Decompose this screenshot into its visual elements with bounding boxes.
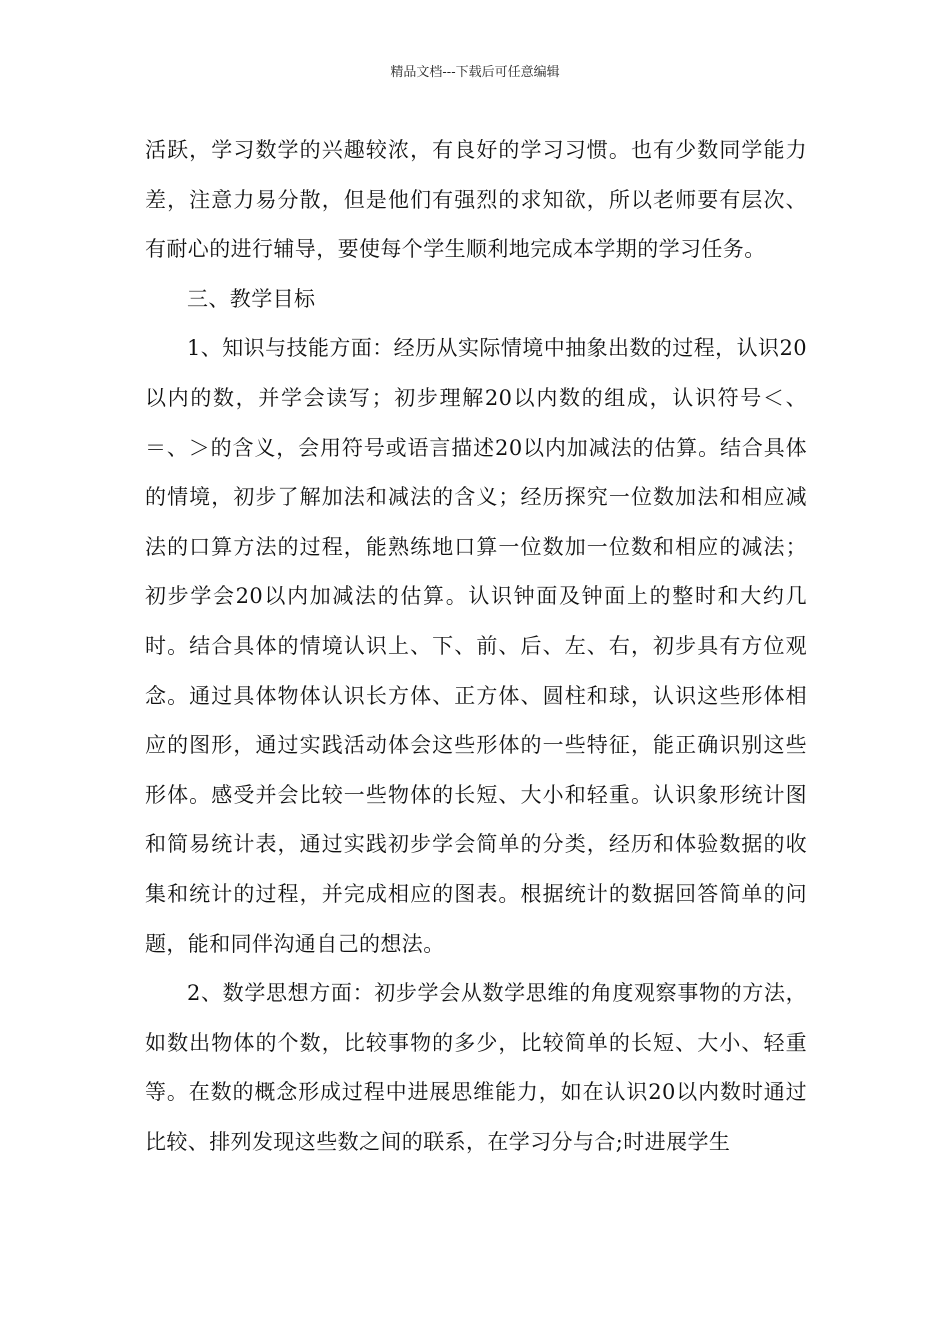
- section-heading: 三、教学目标: [187, 286, 316, 311]
- paragraph-math-thinking: 2、数学思想方面：初步学会从数学思维的角度观察事物的方法，如数出物体的个数，比较事物的多少，比较简单的长短、大小、轻重等。在数的概念形成过程中进展思维能力，如在认识20以内数时通过比较、排列发现这些数之间的联系，在学习分与合;时进展学生: [145, 981, 807, 1154]
- paragraph-knowledge-skills: 1、知识与技能方面：经历从实际情境中抽象出数的过程，认识20以内的数，并学会读写；初步理解20以内数的组成，认识符号＜、＝、＞的含义，会用符号或语言描述20以内加减法的估算。结合具体的情境，初步了解加法和减法的含义；经历探究一位数加法和相应减法的口算方法的过程，能熟练地口算一位数加一位数和相应的减法；初步学会20以内加减法的估算。认识钟面及钟面上的整时和大约几时。结合具体的情境认识上、下、前、后、左、右，初步具有方位观念。通过具体物体认识长方体、正方体、圆柱和球，认识这些形体相应的图形，通过实践活动体会这些形体的一些特征，能正确识别这些形体。感受并会比较一些物体的长短、大小和轻重。认识象形统计图和简易统计表，通过实践初步学会简单的分类，经历和体验数据的收集和统计的过程，并完成相应的图表。根据统计的数据回答简单的问题，能和同伴沟通自己的想法。: [145, 336, 807, 956]
- document-body: [145, 126, 807, 1167]
- paragraph-continuation: 活跃，学习数学的兴趣较浓，有良好的学习习惯。也有少数同学能力差，注意力易分散，但是他们有强烈的求知欲，所以老师要有层次、有耐心的进行辅导，要使每个学生顺利地完成本学期的学习任务。: [145, 138, 807, 262]
- page-header: 精品文档---下载后可任意编辑: [390, 65, 560, 80]
